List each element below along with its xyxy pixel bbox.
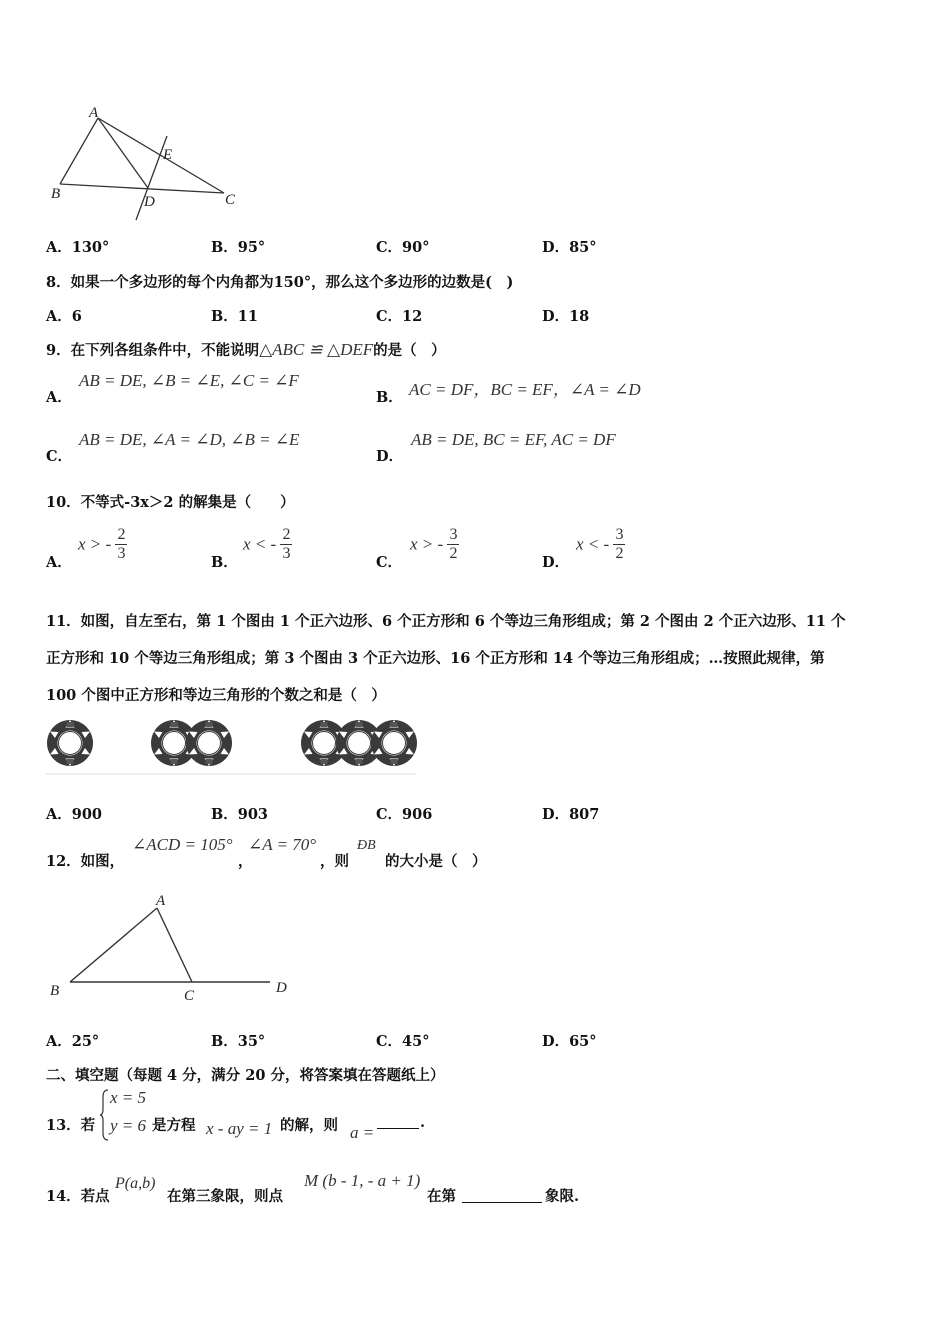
label-E: E	[163, 147, 173, 163]
q10-d-den: 2	[615, 545, 624, 562]
q10-c-den: 2	[449, 545, 458, 562]
q12-label-B: B	[50, 983, 60, 999]
q10-d-num: 3	[615, 526, 624, 543]
q14-point-m: M (b - 1, - a + 1)	[304, 1171, 421, 1190]
q10-option-d-expr	[576, 526, 625, 563]
q10-b-pre: x < -	[243, 534, 277, 554]
q12-math-3: ÐB	[357, 838, 376, 853]
q13-end: .	[420, 1114, 426, 1131]
pattern-2	[151, 720, 232, 766]
q8-option-a[interactable]: A．6	[46, 308, 82, 325]
q11-option-d[interactable]: D．807	[542, 806, 600, 823]
q9-stem-post: 的是（ ）	[373, 342, 446, 359]
q7-option-a[interactable]: A．130°	[46, 239, 110, 256]
q14-answer-blank[interactable]	[462, 1186, 542, 1203]
q13-system-eq2: y = 6	[110, 1116, 147, 1135]
q12-mid: ，则	[320, 853, 349, 870]
q7-option-c[interactable]: C．90°	[376, 239, 430, 256]
q11-option-a[interactable]: A．900	[46, 806, 103, 823]
q7-option-d[interactable]: D．85°	[542, 239, 597, 256]
q8-option-c[interactable]: C．12	[376, 308, 423, 325]
q12-label-C: C	[184, 988, 195, 1004]
q13-answer-label: a =	[350, 1123, 375, 1142]
q12-option-b[interactable]: B．35°	[211, 1033, 266, 1050]
q10-option-c-expr	[410, 526, 459, 563]
q12-math-2: ∠A = 70°	[248, 835, 317, 854]
q14-post: 在第	[427, 1188, 456, 1205]
q10-b-num: 2	[282, 526, 291, 543]
label-C: C	[225, 192, 236, 208]
q8-option-d[interactable]: D．18	[542, 308, 590, 325]
q13-system-eq1: x = 5	[110, 1088, 147, 1107]
q12-label-A: A	[156, 893, 166, 909]
q12-option-c[interactable]: C．45°	[376, 1033, 430, 1050]
q9-option-b-label[interactable]: B．	[376, 389, 403, 406]
q9-option-c-math: AB = DE, ∠A = ∠D, ∠B = ∠E	[79, 430, 300, 449]
q13-pre: 13．若	[46, 1117, 96, 1134]
q14-end: 象限.	[545, 1188, 580, 1205]
q12-label-D: D	[276, 980, 287, 996]
q9-option-a-label[interactable]: A．	[46, 389, 72, 406]
label-A: A	[89, 105, 99, 121]
q9-option-b-math: AC = DF，BC = EF，∠A = ∠D	[409, 380, 641, 399]
q10-d-pre: x < -	[576, 534, 610, 554]
q10-stem: 10．不等式-3x＞2 的解集是（ ）	[46, 494, 295, 511]
q9-stem-math: △ABC ≌ △DEF	[259, 340, 374, 359]
q7-option-b[interactable]: B．95°	[211, 239, 266, 256]
q12-option-a[interactable]: A．25°	[46, 1033, 100, 1050]
q7-figure	[40, 100, 250, 230]
q9-option-a-math: AB = DE, ∠B = ∠E, ∠C = ∠F	[79, 371, 299, 390]
q11-option-c[interactable]: C．906	[376, 806, 433, 823]
q12-sep: ，	[238, 853, 253, 870]
q13-equation: x - ay = 1	[206, 1119, 273, 1138]
q8-stem: 8．如果一个多边形的每个内角都为150°，那么这个多边形的边数是( )	[46, 274, 514, 291]
q9-option-d-math: AB = DE, BC = EF, AC = DF	[411, 430, 616, 449]
q10-c-num: 3	[449, 526, 458, 543]
q9-stem-pre: 9．在下列各组条件中，不能说明	[46, 342, 260, 359]
q10-b-den: 3	[282, 545, 291, 562]
q13-mid: 是方程	[152, 1117, 196, 1134]
q10-c-pre: x > -	[410, 534, 444, 554]
q10-option-a-label[interactable]: A．	[46, 554, 72, 571]
q11-stem-line2: 正方形和 10 个等边三角形组成；第 3 个图由 3 个正六边形、16 个正方形和 14 个等边三角形组成；…按照此规律，第	[46, 650, 825, 667]
q14-pre: 14．若点	[46, 1188, 110, 1205]
q10-c-fraction	[447, 526, 459, 563]
section-2-title: 二、填空题（每题 4 分，满分 20 分，将答案填在答题纸上）	[46, 1067, 445, 1084]
pattern-3	[301, 720, 417, 766]
q11-stem-line3: 100 个图中正方形和等边三角形的个数之和是（ ）	[46, 687, 386, 704]
q10-a-fraction	[115, 526, 127, 563]
q10-a-num: 2	[117, 526, 126, 543]
q10-d-fraction	[613, 526, 625, 563]
q11-figure	[44, 712, 418, 776]
q12-math-1: ∠ACD = 105°	[132, 835, 233, 854]
q12-stem-pre: 12．如图，	[46, 853, 125, 870]
q13-brace	[100, 1089, 110, 1141]
q10-option-b-expr	[243, 526, 292, 563]
q14-mid: 在第三象限，则点	[167, 1188, 283, 1205]
q10-a-pre: x > -	[78, 534, 112, 554]
q12-figure	[44, 888, 304, 1008]
q12-option-d[interactable]: D．65°	[542, 1033, 597, 1050]
q10-b-fraction	[280, 526, 292, 563]
q10-a-den: 3	[117, 545, 126, 562]
q10-option-d-label[interactable]: D．	[542, 554, 570, 571]
q8-option-b[interactable]: B．11	[211, 308, 258, 325]
q12-post: 的大小是（ ）	[385, 853, 487, 870]
q10-option-a-expr	[78, 526, 127, 563]
pattern-1	[47, 720, 93, 766]
q9-stem	[46, 339, 446, 360]
q13-post: 的解，则	[280, 1117, 338, 1134]
label-D: D	[144, 194, 155, 210]
label-B: B	[51, 186, 61, 202]
q10-option-c-label[interactable]: C．	[376, 554, 403, 571]
q9-option-d-label[interactable]: D．	[376, 448, 404, 465]
q9-option-c-label[interactable]: C．	[46, 448, 73, 465]
q13-answer-blank[interactable]	[377, 1112, 419, 1129]
q14-point-p: P(a,b)	[115, 1175, 156, 1192]
q10-option-b-label[interactable]: B．	[211, 554, 238, 571]
q11-stem-line1: 11．如图，自左至右，第 1 个图由 1 个正六边形、6 个正方形和 6 个等边三角形组成；第 2 个图由 2 个正六边形、11 个	[46, 613, 846, 630]
q11-option-b[interactable]: B．903	[211, 806, 269, 823]
